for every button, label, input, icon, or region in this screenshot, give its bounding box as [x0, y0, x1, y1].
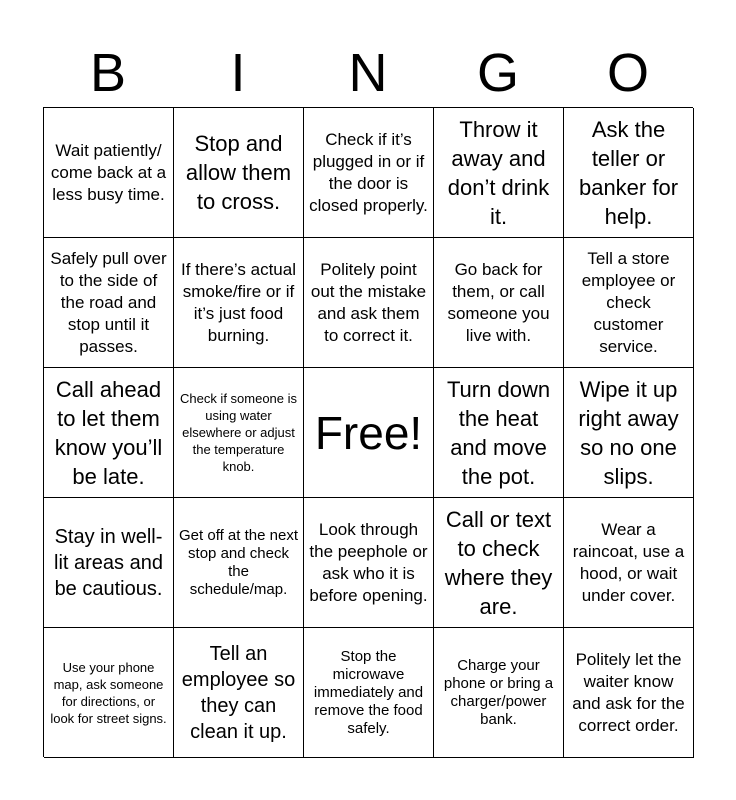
bingo-cell[interactable]	[564, 498, 694, 628]
free-space[interactable]	[304, 368, 434, 498]
bingo-cell[interactable]	[434, 238, 564, 368]
bingo-cell[interactable]	[174, 108, 304, 238]
bingo-grid	[43, 107, 693, 757]
cell-text: Go back for them, or call someone you live with.	[447, 259, 550, 345]
bingo-cell[interactable]	[434, 628, 564, 758]
cell-text: Use your phone map, ask someone for directions, or look for street signs.	[50, 659, 167, 726]
bingo-cell[interactable]	[174, 628, 304, 758]
bingo-cell[interactable]	[564, 238, 694, 368]
cell-text: Politely point out the mistake and ask them to correct it.	[310, 259, 427, 345]
free-space-text: Free!	[314, 406, 423, 459]
bingo-cell[interactable]	[304, 238, 434, 368]
bingo-cell[interactable]	[564, 108, 694, 238]
bingo-cell[interactable]	[304, 498, 434, 628]
cell-text: If there’s actual smoke/fire or if it’s just food burning.	[181, 259, 296, 345]
bingo-cell[interactable]	[44, 628, 174, 758]
cell-text: Tell a store employee or check customer service.	[581, 248, 676, 356]
header-letter-n: N	[348, 43, 388, 103]
bingo-cell[interactable]	[44, 368, 174, 498]
bingo-cell[interactable]	[44, 108, 174, 238]
cell-text: Stop and allow them to cross.	[185, 131, 292, 214]
cell-text: Wipe it up right away so no one slips.	[578, 376, 679, 489]
bingo-cell[interactable]	[304, 628, 434, 758]
cell-text: Call or text to check where they are.	[444, 506, 553, 619]
cell-text: Check if someone is using water elsewhere or adjust the temperature knob.	[179, 391, 298, 474]
bingo-cell[interactable]	[564, 628, 694, 758]
cell-text: Ask the teller or banker for help.	[578, 116, 679, 229]
cell-text: Call ahead to let them know you’ll be late.	[54, 376, 163, 489]
cell-text: Get off at the next stop and check the schedule/map.	[179, 526, 298, 598]
bingo-cell[interactable]	[174, 238, 304, 368]
cell-text: Politely let the waiter know and ask for the correct order.	[572, 649, 685, 735]
cell-text: Turn down the heat and move the pot.	[446, 376, 551, 489]
cell-text: Stay in well-lit areas and be cautious.	[54, 525, 163, 600]
bingo-cell[interactable]	[564, 368, 694, 498]
bingo-cell[interactable]	[174, 498, 304, 628]
cell-text: Wear a raincoat, use a hood, or wait under cover.	[572, 519, 685, 605]
bingo-header	[43, 40, 693, 106]
bingo-cell[interactable]	[434, 368, 564, 498]
cell-text: Charge your phone or bring a charger/power bank.	[443, 656, 554, 728]
cell-text: Safely pull over to the side of the road and stop until it passes.	[50, 248, 167, 356]
bingo-cell[interactable]	[434, 498, 564, 628]
bingo-cell[interactable]	[174, 368, 304, 498]
header-letter-i: I	[230, 43, 246, 103]
cell-text: Stop the microwave immediately and remove the food safely.	[313, 647, 424, 737]
cell-text: Check if it’s plugged in or if the door is closed properly.	[309, 129, 428, 215]
cell-text: Tell an employee so they can clean it up.	[181, 642, 296, 743]
cell-text: Wait patiently/ come back at a less busy time.	[50, 140, 167, 204]
cell-text: Throw it away and don’t drink it.	[447, 116, 550, 229]
cell-text: Look through the peephole or ask who it is before opening.	[309, 519, 428, 605]
bingo-cell[interactable]	[44, 498, 174, 628]
bingo-cell[interactable]	[434, 108, 564, 238]
header-letter-o: O	[606, 43, 649, 103]
header-letter-b: B	[89, 43, 127, 103]
header-letter-g: G	[476, 43, 519, 103]
bingo-cell[interactable]	[44, 238, 174, 368]
bingo-cell[interactable]	[304, 108, 434, 238]
